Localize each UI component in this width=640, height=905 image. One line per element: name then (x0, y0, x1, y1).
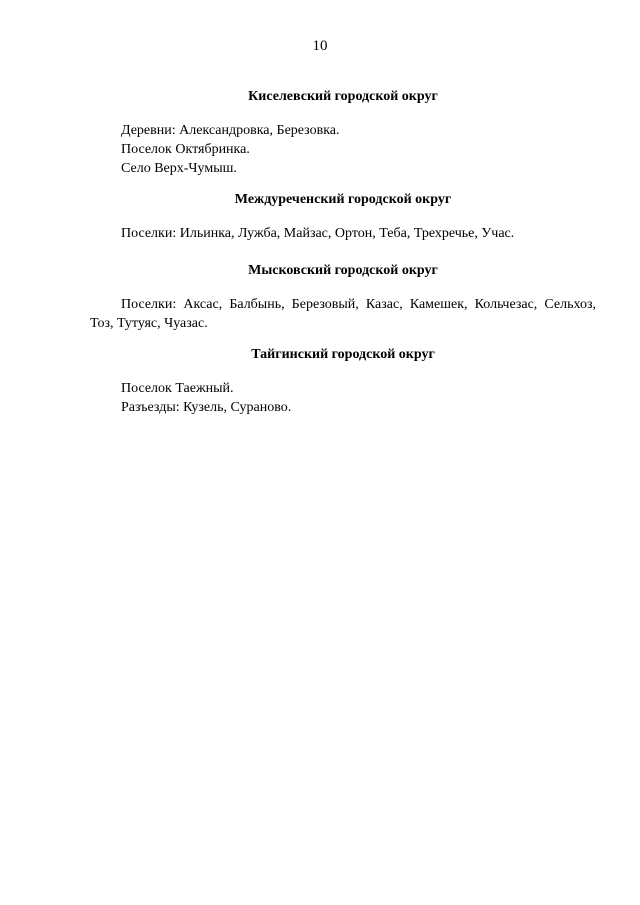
paragraph: Поселки: Аксас, Балбынь, Березовый, Казас, Камешек, Кольчезас, Сельхоз, Тоз, Тутуяс, Чуазас. (90, 297, 596, 331)
list-item: Поселки: Ильинка, Лужба, Майзас, Ортон, Теба, Трехречье, Учас. (121, 226, 515, 241)
page-number: 10 (312, 38, 328, 54)
list-item: Поселок Таежный. (121, 381, 234, 396)
list-item: Поселок Октябринка. (121, 142, 250, 157)
section-body (90, 224, 596, 243)
list-item: Разъезды: Кузель, Сураново. (121, 400, 292, 415)
section-kiselevsky (90, 88, 596, 178)
section-title: Киселевский городской округ (248, 89, 438, 104)
section-title: Междуреченский городской округ (234, 192, 452, 207)
section-mezhdurechensky (90, 191, 596, 243)
section-body (90, 379, 596, 417)
list-item: Деревни: Александровка, Березовка. (121, 123, 340, 138)
section-title: Тайгинский городской округ (251, 347, 435, 362)
section-myskovsky (90, 262, 596, 333)
section-body (90, 295, 596, 333)
section-tayginsky (90, 346, 596, 417)
section-body (90, 121, 596, 178)
section-title: Мысковский городской округ (248, 263, 438, 278)
list-item: Село Верх-Чумыш. (121, 161, 237, 176)
